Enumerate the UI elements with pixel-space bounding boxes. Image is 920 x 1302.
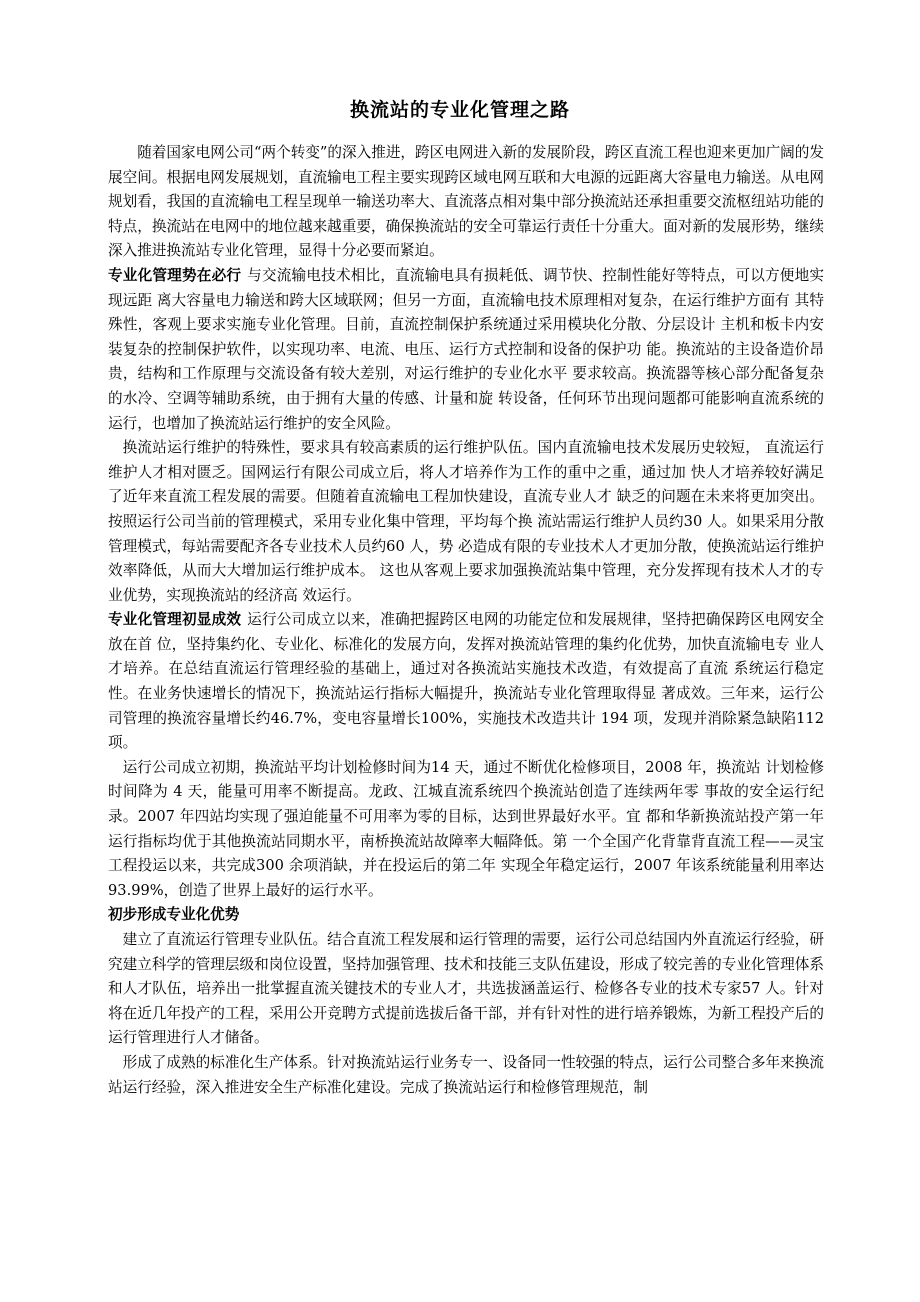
section-3-paragraph-1: 建立了直流运行管理专业队伍。结合直流工程发展和运行管理的需要，运行公司总结国内外直流运行经验，研究建立科学的管理层级和岗位设置，坚持加强管理、技术和技能三支队伍建设，形成了较完善的专业化管理体系和人才队伍，培养出一批掌握直流关键技术的专业人才，共选拔涵盖运行、检修各专业的技术专家57 人。针对将在近几年投产的工程，采用公开竞聘方式提前选拔后备干部，并有针对性的进行培养锻炼，为新工程投产后的运行管理进行人才储备。 [108,931,824,1047]
section-2-heading: 专业化管理初显成效 [108,611,242,629]
document-body [108,141,824,1100]
section-1-text-1: 与交流输电技术相比，直流输电具有损耗低、调节快、控制性能好等特点，可以方便地实现远距 离大容量电力输送和跨大区域联网；但另一方面，直流输电技术原理相对复杂，在运行维护方面有 其特殊性，客观上要求实施专业化管理。目前，直流控制保护系统通过采用模块化分散、分层设计 主机和板卡内安装复杂的控制保护软件，以实现功率、电流、电压、运行方式控制和设备的保护功 能。换流站的主设备造价昂贵，结构和工作原理与交流设备有较大差别，对运行维护的专业化水平 要求较高。换流器等核心部分配备复杂的水冷、空调等辅助系统，由于拥有大量的传感、计量和旋 转设备，任何环节出现问题都可能影响直流系统的运行，也增加了换流站运行维护的安全风险。 [108,266,824,432]
intro-paragraph: 随着国家电网公司“两个转变”的深入推进，跨区电网进入新的发展阶段，跨区直流工程也迎来更加广阔的发展空间。根据电网发展规划，直流输电工程主要实现跨区域电网互联和大电源的远距离大容量电力输送。从电网规划看，我国的直流输电工程呈现单一输送功率大、直流落点相对集中部分换流站还承担重要交流枢纽站功能的特点，换流站在电网中的地位越来越重要，确保换流站的安全可靠运行责任十分重大。面对新的发展形势，继续深入推进换流站专业化管理，显得十分必要而紧迫。 [108,144,824,260]
document-title: 换流站的专业化管理之路 [349,99,570,121]
section-1-heading: 专业化管理势在必行 [108,266,242,284]
section-2-paragraph-1 [108,608,824,756]
section-2-text-1: 运行公司成立以来，准确把握跨区电网的功能定位和发展规律，坚持把确保跨区电网安全放在首 位，坚持集约化、专业化、标准化的发展方向，发挥对换流站管理的集约化优势，加快直流输电专 业人才培养。在总结直流运行管理经验的基础上，通过对各换流站实施技术改造，有效提高了直流 系统运行稳定性。在业务快速增长的情况下，换流站运行指标大幅提升，换流站专业化管理取得显 著成效。三年来，运行公司管理的换流容量增长约46.7%，变电容量增长100%，实施技术改造共计 194 项，发现并消除紧急缺陷112项。 [108,611,824,752]
section-3-paragraph-2: 形成了成熟的标准化生产体系。针对换流站运行业务专一、设备同一性较强的特点，运行公司整合多年来换流站运行经验，深入推进安全生产标准化建设。完成了换流站运行和检修管理规范，制 [108,1053,824,1096]
section-1-paragraph-2: 换流站运行维护的特殊性，要求具有较高素质的运行维护队伍。国内直流输电技术发展历史较短， 直流运行维护人才相对匮乏。国网运行有限公司成立后，将人才培养作为工作的重中之重，通过加 快人才培养较好满足了近年来直流工程发展的需要。但随着直流输电工程加快建设，直流专业人才 缺乏的问题在未来将更加突出。按照运行公司当前的管理模式，采用专业化集中管理，平均每个换 流站需运行维护人员约30 人。如果采用分散管理模式，每站需要配齐各专业技术人员约60 人，势 必造成有限的专业技术人才更加分散，使换流站运行维护效率降低，从而大大增加运行维护成本。 这也从客观上要求加强换流站集中管理，充分发挥现有技术人才的专业优势，实现换流站的经济高 效运行。 [108,439,824,604]
section-3-heading: 初步形成专业化优势 [108,906,240,924]
section-1-paragraph-1 [108,264,824,436]
section-2-paragraph-2: 运行公司成立初期，换流站平均计划检修时间为14 天，通过不断优化检修项目，2008 年，换流站 计划检修时间降为 4 天，能量可用率不断提高。龙政、江城直流系统四个换流站创造了连续两年零 事故的安全运行纪录。2007 年四站均实现了强迫能量不可用率为零的目标，达到世界最好水平。宜 都和华新换流站投产第一年运行指标均优于其他换流站同期水平，南桥换流站故障率大幅降低。第 一个全国产化背靠背直流工程——灵宝工程投运以来，共完成300 余项消缺，并在投运后的第二年 实现全年稳定运行，2007 年该系统能量利用率达93.99%，创造了世界上最好的运行水平。 [108,758,824,899]
